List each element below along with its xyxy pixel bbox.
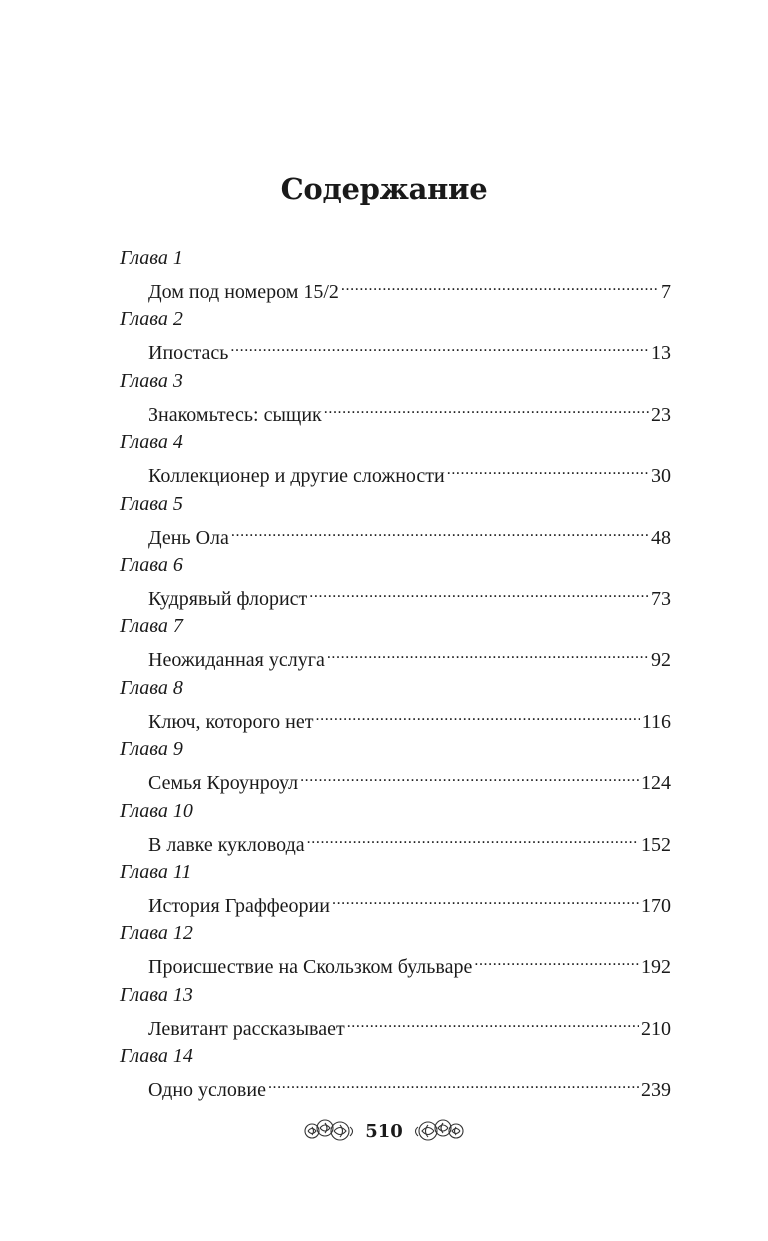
chapter-label: Глава 9 <box>120 738 183 761</box>
page-number: 73 <box>651 587 671 610</box>
chapter-label: Глава 10 <box>120 799 193 822</box>
toc-entry <box>120 921 671 982</box>
toc-entry <box>120 676 671 737</box>
chapter-label: Глава 12 <box>120 922 193 945</box>
toc-line <box>148 1072 671 1102</box>
toc-entry <box>120 492 671 553</box>
page-number: 48 <box>651 526 671 549</box>
rose-ornament-icon <box>411 1118 465 1144</box>
chapter-title: Ключ, которого нет <box>148 710 314 733</box>
page-number: 124 <box>641 772 671 795</box>
toc-entry <box>120 983 671 1044</box>
dot-leader <box>316 704 640 728</box>
toc-line <box>148 642 671 672</box>
dot-leader <box>231 520 649 544</box>
toc-line <box>148 1011 671 1041</box>
toc-entry <box>120 860 671 921</box>
dot-leader <box>332 888 639 912</box>
rose-ornament-icon <box>303 1118 357 1144</box>
toc-entry <box>120 614 671 675</box>
dot-leader <box>447 458 649 482</box>
page-number: 7 <box>661 281 671 303</box>
chapter-label: Глава 1 <box>120 247 183 269</box>
toc-entry <box>120 553 671 614</box>
dot-leader <box>324 397 649 421</box>
dot-leader <box>474 949 639 973</box>
chapter-label: Глава 5 <box>120 492 183 515</box>
toc-line <box>148 827 671 857</box>
toc-entry <box>120 246 671 307</box>
toc-entry <box>120 369 671 430</box>
chapter-label: Глава 13 <box>120 983 193 1006</box>
page-number: 23 <box>651 403 671 426</box>
chapter-title: Семья Кроунроул <box>148 772 299 795</box>
page-number: 210 <box>641 1017 671 1040</box>
toc-line <box>148 581 671 611</box>
chapter-label: Глава 4 <box>120 431 183 454</box>
chapter-label: Глава 8 <box>120 676 183 699</box>
chapter-label: Глава 7 <box>120 615 183 638</box>
dot-leader <box>230 335 649 359</box>
dot-leader <box>268 1072 639 1096</box>
page-number: 13 <box>651 342 671 365</box>
page-number: 192 <box>641 956 671 979</box>
toc-line <box>148 888 671 918</box>
table-of-contents <box>120 246 671 1105</box>
toc-line <box>148 704 671 734</box>
chapter-title: Знакомьтесь: сыщик <box>148 403 322 426</box>
page-title: Содержание <box>280 172 488 206</box>
chapter-label: Глава 14 <box>120 1045 193 1068</box>
toc-entry <box>120 307 671 368</box>
toc-entry <box>120 799 671 860</box>
toc-line <box>148 949 671 979</box>
dot-leader <box>300 765 639 789</box>
toc-line <box>148 335 671 365</box>
chapter-title: Коллекционер и другие сложности <box>148 465 445 488</box>
chapter-title: Происшествие на Скользком бульваре <box>148 956 473 979</box>
page-number: 92 <box>651 649 671 672</box>
toc-entry <box>120 737 671 798</box>
chapter-title: Дом под номером 15/2 <box>148 281 339 303</box>
toc-entry <box>120 430 671 491</box>
chapter-label: Глава 11 <box>120 860 192 883</box>
page-number: 239 <box>641 1079 671 1102</box>
dot-leader <box>347 1011 639 1035</box>
chapter-label: Глава 6 <box>120 553 183 576</box>
toc-line <box>148 397 671 427</box>
toc-entry <box>120 1044 671 1105</box>
page-number: 152 <box>641 833 671 856</box>
chapter-title: В лавке кукловода <box>148 833 305 856</box>
chapter-title: День Ола <box>148 526 229 549</box>
dot-leader <box>341 274 659 298</box>
page-number: 170 <box>641 894 671 917</box>
toc-line <box>148 765 671 795</box>
chapter-title: Левитант рассказывает <box>148 1017 345 1040</box>
folio-number: 510 <box>365 1120 403 1142</box>
toc-line <box>148 458 671 488</box>
dot-leader <box>307 827 639 851</box>
chapter-title: История Граффеории <box>148 894 330 917</box>
page-footer <box>0 1118 768 1144</box>
chapter-title: Неожиданная услуга <box>148 649 325 672</box>
chapter-title: Кудрявый флорист <box>148 587 308 610</box>
dot-leader <box>309 581 649 605</box>
page-number: 30 <box>651 465 671 488</box>
chapter-label: Глава 3 <box>120 369 183 392</box>
toc-line <box>148 274 671 304</box>
toc-line <box>148 520 671 550</box>
page-number: 116 <box>641 710 671 733</box>
chapter-label: Глава 2 <box>120 308 183 331</box>
chapter-title: Одно условие <box>148 1079 266 1102</box>
chapter-title: Ипостась <box>148 342 229 365</box>
dot-leader <box>327 642 649 666</box>
